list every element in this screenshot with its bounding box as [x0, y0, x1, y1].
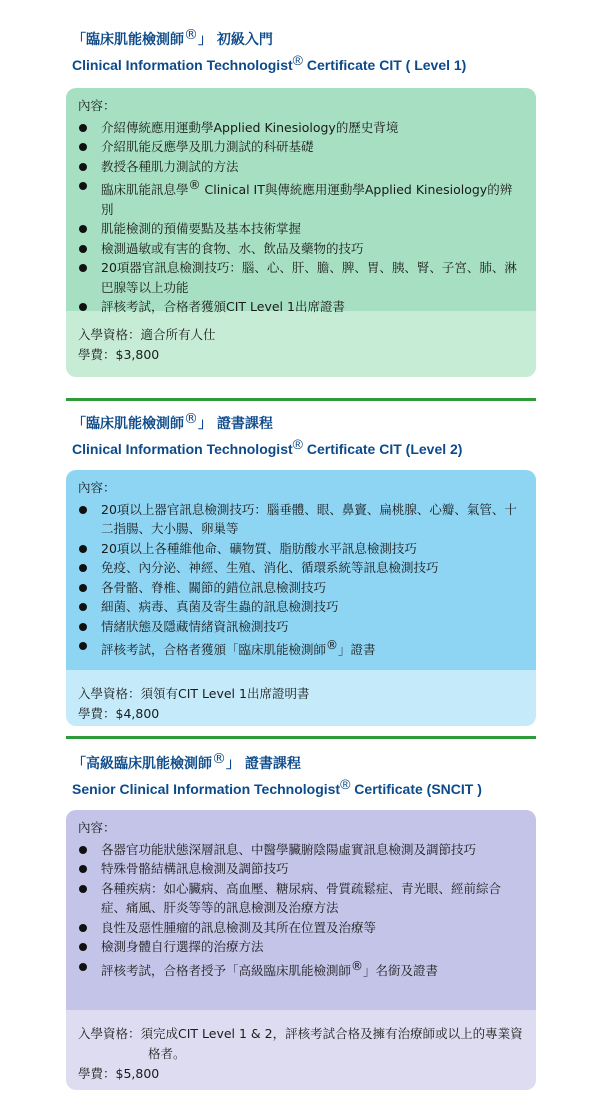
course-title-zh [72, 26, 536, 49]
admission-requirement: 入學資格：須領有CIT Level 1出席證明書 [78, 686, 310, 701]
list-item [78, 957, 524, 981]
list-item-text: 臨床肌能訊息學 [101, 182, 189, 197]
list-item: 20項以上器官訊息檢測技巧：腦垂體、眼、鼻竇、扁桃腺、心瓣、氣管、十二指腸、大小腸、卵巢等 [78, 500, 524, 539]
list-item: 檢測身體自行選擇的治療方法 [78, 937, 524, 957]
list-item: 各種疾病：如心臟病、高血壓、糖尿病、骨質疏鬆症、青光眼、經前綜合症、痛風、肝炎等等的訊息檢測及治療方法 [78, 879, 524, 918]
course-heading [66, 26, 536, 74]
list-item: 檢測過敏或有害的食物、水、飲品及藥物的技巧 [78, 239, 524, 259]
list-item-text: 評核考試，合格者獲頒「臨床肌能檢測師 [101, 642, 327, 657]
course-heading [66, 410, 536, 458]
admission-requirement: 入學資格：適合所有人仕 [78, 327, 216, 342]
content-list [78, 840, 524, 981]
title-zh-suffix: 」 證書課程 [226, 756, 301, 772]
title-en-text: Clinical Information Technologist [72, 441, 293, 457]
registered-mark: ® [326, 638, 339, 652]
title-en-suffix: Certificate CIT ( Level 1) [302, 57, 467, 73]
list-item: 評核考試，合格者獲頒CIT Level 1出席證書 [78, 297, 524, 317]
title-zh-text: 「臨床肌能檢測師 [72, 32, 184, 48]
title-zh-text: 「臨床肌能檢測師 [72, 416, 184, 432]
list-item: 介紹肌能反應學及肌力測試的科研基礎 [78, 137, 524, 157]
content-section [66, 470, 536, 670]
content-section [66, 810, 536, 1010]
section-divider [66, 398, 536, 401]
course-heading [66, 750, 536, 798]
admission-section [66, 670, 536, 726]
course-level-2 [66, 410, 536, 726]
list-item: 20項以上各種維他命、礦物質、脂肪酸水平訊息檢測技巧 [78, 539, 524, 559]
list-item: 肌能檢測的預備要點及基本技術掌握 [78, 219, 524, 239]
course-panel [66, 470, 536, 726]
list-item: 20項器官訊息檢測技巧：腦、心、肝、膽、脾、胃、胰、腎、子宮、肺、淋巴腺等以上功能 [78, 258, 524, 297]
section-divider [66, 736, 536, 739]
list-item [78, 176, 524, 219]
list-item-suffix: 」證書 [338, 642, 376, 657]
course-panel [66, 810, 536, 1090]
content-section [66, 88, 536, 314]
course-panel [66, 88, 536, 377]
admission-section [66, 311, 536, 377]
course-level-1 [66, 26, 536, 377]
list-item-text: 評核考試，合格者授予「高級臨床肌能檢測師 [101, 962, 352, 978]
course-title-zh [72, 750, 536, 773]
registered-mark: ® [184, 411, 198, 427]
content-label: 內容： [78, 98, 116, 113]
course-title-zh [72, 410, 536, 433]
registered-mark: ® [212, 751, 226, 767]
title-en-suffix: Certificate CIT (Level 2) [302, 441, 463, 457]
list-item-suffix: Clinical IT與傳統應用運動學Applied Kinesiology的辨別 [101, 182, 513, 217]
title-en-suffix: Certificate (SNCIT ) [350, 781, 482, 797]
list-item: 情緒狀態及隱藏情緒資訊檢測技巧 [78, 617, 524, 637]
registered-mark: ® [351, 958, 364, 973]
course-senior [66, 750, 536, 1090]
course-title-en [72, 51, 536, 74]
registered-mark: ® [184, 27, 198, 43]
course-fee: 學費：$3,800 [78, 347, 160, 362]
registered-mark: ® [340, 776, 351, 792]
registered-mark: ® [292, 436, 303, 452]
registered-mark: ® [188, 178, 201, 192]
list-item: 細菌、病毒、真菌及寄生蟲的訊息檢測技巧 [78, 597, 524, 617]
course-title-en [72, 435, 536, 458]
title-en-text: Senior Clinical Information Technologist [72, 781, 341, 797]
course-title-en [72, 775, 536, 798]
list-item: 各骨骼、脊椎、關節的錯位訊息檢測技巧 [78, 578, 524, 598]
course-fee: 學費：$5,800 [78, 1066, 160, 1081]
content-list [78, 118, 524, 317]
list-item: 免疫、內分泌、神經、生殖、消化、循環系統等訊息檢測技巧 [78, 558, 524, 578]
list-item-suffix: 」名銜及證書 [363, 962, 439, 978]
content-list [78, 500, 524, 660]
list-item [78, 636, 524, 660]
list-item: 各器官功能狀態深層訊息、中醫學臟腑陰陽虛實訊息檢測及調節技巧 [78, 840, 524, 860]
title-zh-suffix: 」 證書課程 [198, 416, 273, 432]
title-zh-text: 「高級臨床肌能檢測師 [72, 756, 212, 772]
list-item: 介紹傳統應用運動學Applied Kinesiology的歷史背境 [78, 118, 524, 138]
list-item: 教授各種肌力測試的方法 [78, 157, 524, 177]
admission-requirement: 入學資格：須完成CIT Level 1 & 2，評核考試合格及擁有治療師或以上的專業資格者。 [78, 1026, 523, 1061]
course-fee: 學費：$4,800 [78, 706, 160, 721]
title-en-text: Clinical Information Technologist [72, 57, 293, 73]
title-zh-suffix: 」 初級入門 [198, 32, 273, 48]
admission-section [66, 1010, 536, 1090]
content-label: 內容： [78, 820, 116, 835]
registered-mark: ® [292, 52, 303, 68]
list-item: 良性及惡性腫瘤的訊息檢測及其所在位置及治療等 [78, 918, 524, 938]
list-item: 特殊骨骼結構訊息檢測及調節技巧 [78, 859, 524, 879]
content-label: 內容： [78, 480, 116, 495]
